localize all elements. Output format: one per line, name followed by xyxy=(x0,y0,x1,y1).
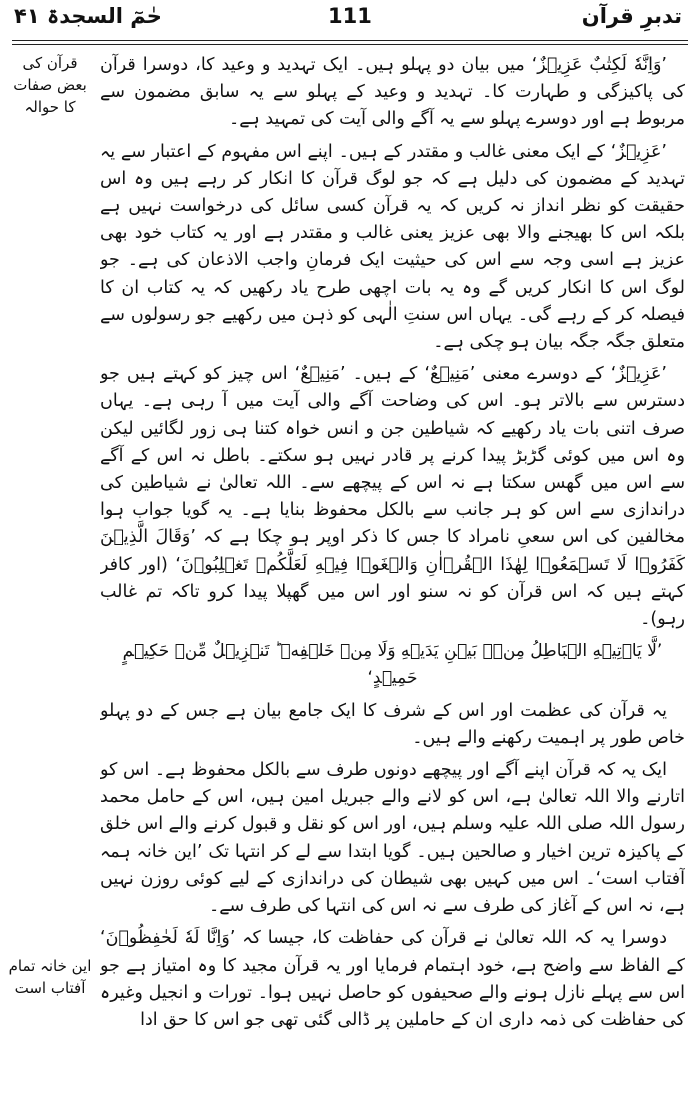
book-title: تدبرِ قرآن xyxy=(581,4,682,28)
header-divider-secondary xyxy=(12,44,688,45)
paragraph-1: ’وَاِنَّهٗ لَكِتٰبٌ عَزِيۡزٌ‘ میں بیان دو پہلو ہیں۔ ایک تہدید و وعید کا، دوسرا قرآن کی پاکیزگی و طہارت کا۔ تہدید و وعید کے پہلو سے یہ سابق مضمون سے مربوط ہے اور دوسرے پہلو سے یہ آگے والی آیت کی تمہید ہے۔ xyxy=(100,55,685,130)
paragraph-5: ایک یہ کہ قرآن اپنے آگے اور پیچھے دونوں طرف سے بالکل محفوظ ہے۔ اس کو اتارنے والا اللہ تعالیٰ ہے، اس کو لانے والے جبریل امین ہیں، اس کے حامل محمد رسول اللہ صلی اللہ علیہ وسلم ہیں، اور اس کو نقل و قبول کرنے والے اس خلق کے پاکیزہ ترین اخیار و صالحین ہیں۔ گویا ابتدا سے لے کر انتہا تک ’این خانہ ہمہ آفتاب است‘۔ اس میں کہیں بھی شیطان کی دراندازی کے لیے کوئی روزن نہیں ہے، نہ اس کے آغاز کی طرف سے نہ اس کی انتہا کی طرف سے۔ xyxy=(100,760,685,917)
page-header xyxy=(0,0,700,42)
paragraph-4: یہ قرآن کی عظمت اور اس کے شرف کا ایک جامع بیان ہے جس کے دو پہلو خاص طور پر اہمیت رکھنے والے ہیں۔ xyxy=(100,700,685,748)
quranic-verse: ’لَّا يَاۡتِيۡهِ الۡبَاطِلُ مِنۡۢ بَيۡنِ يَدَيۡهِ وَلَا مِنۡ خَلۡفِهٖ‌ ؕ تَنۡزِيۡلٌ مِّنۡ حَكِيۡمٍ حَمِيۡدٍ‘ xyxy=(122,641,663,689)
paragraph-2: ’عَزِيۡزٌ‘ کے ایک معنی غالب و مقتدر کے ہیں۔ اپنے اس مفہوم کے اعتبار سے یہ تہدید کے مضمون کی دلیل ہے کہ جو لوگ قرآن کا انکار کر رہے ہیں وہ اس حقیقت کو نظر انداز نہ کریں کہ یہ قرآن کسی سائل کی درخواست نہیں ہے بلکہ اس کا بھیجنے والا بھی عزیز یعنی غالب و مقتدر ہے اور یہ کتاب خود بھی عزیز ہے اسی وجہ سے اس کی حیثیت ایک فرمانِ واجب الاذعان کی ہے۔ جو لوگ اس کا انکار کریں گے وہ یہ بات اچھی طرح یاد رکھیں کہ یہ کتاب ان کا فیصلہ کر کے رہے گی۔ یہاں اس سنتِ الٰہی کو ذہن میں رکھیے جو رسولوں سے متعلق جگہ جگہ بیان ہو چکی ہے۔ xyxy=(100,141,685,353)
paragraph-6: دوسرا یہ کہ اللہ تعالیٰ نے قرآن کی حفاظت کا، جیسا کہ ’وَاِنَّا لَهٗ لَحٰفِظُوۡنَ‘ کے الفاظ سے واضح ہے، خود اہتمام فرمایا اور یہ قرآن مجید کا وہ امتیاز ہے جو اس سے پہلے نازل ہونے والے صحیفوں کو حاصل نہیں ہوا۔ تورات و انجیل وغیرہ کی حفاظت کی ذمہ داری ان کے حاملین پر ڈالی گئی تھی جو اس کا حق ادا xyxy=(100,928,685,1030)
margin-note-persian: این خانہ تمام آفتاب است xyxy=(8,957,92,997)
paragraph-3: ’عَزِيۡزٌ‘ کے دوسرے معنی ’مَنِيۡعٌ‘ کے ہیں۔ ’مَنِيۡعٌ‘ اس چیز کو کہتے ہیں جو دسترس سے بالاتر ہو۔ اس کی وضاحت آگے والی آیت میں آ رہی ہے۔ یہاں صرف اتنی بات یاد رکھیے کہ شیاطین جن و انس خواہ کتنا ہی زور لگائیں لیکن وہ اس میں کوئی گڑبڑ پیدا کرنے پر قادر نہیں ہو سکتے۔ باطل نہ اس کے آگے سے اس میں گھس سکتا ہے نہ اس کے پیچھے سے۔ اللہ تعالیٰ نے شیاطین کی دراندازی سے اس کو ہر جانب سے بالکل محفوظ بنایا ہے۔ یہ گویا جواب ہوا مخالفین کی اس سعیِ نامراد کا جس کا ذکر اوپر ہو چکا ہے کہ ’وَقَالَ الَّذِيۡنَ كَفَرُوۡا لَا تَسۡمَعُوۡا لِهٰذَا الۡقُرۡاٰنِ وَالۡغَوۡا فِيۡهِ لَعَلَّكُمۡ تَغۡلِبُوۡنَ‘ (اور کافر کہتے ہیں کہ اس قرآن کو نہ سنو اور اس میں گھپلا پیدا کرو تاکہ تم غالب رہو)۔ xyxy=(100,364,685,630)
surah-title: حٰمٓ السجدۃ ۴۱ xyxy=(14,4,162,28)
header-divider xyxy=(12,40,688,41)
margin-note-reference: قرآن کی بعض صفات کا حوالہ xyxy=(13,54,87,116)
commentary-body xyxy=(100,52,685,1112)
page-number: 111 xyxy=(328,4,372,28)
